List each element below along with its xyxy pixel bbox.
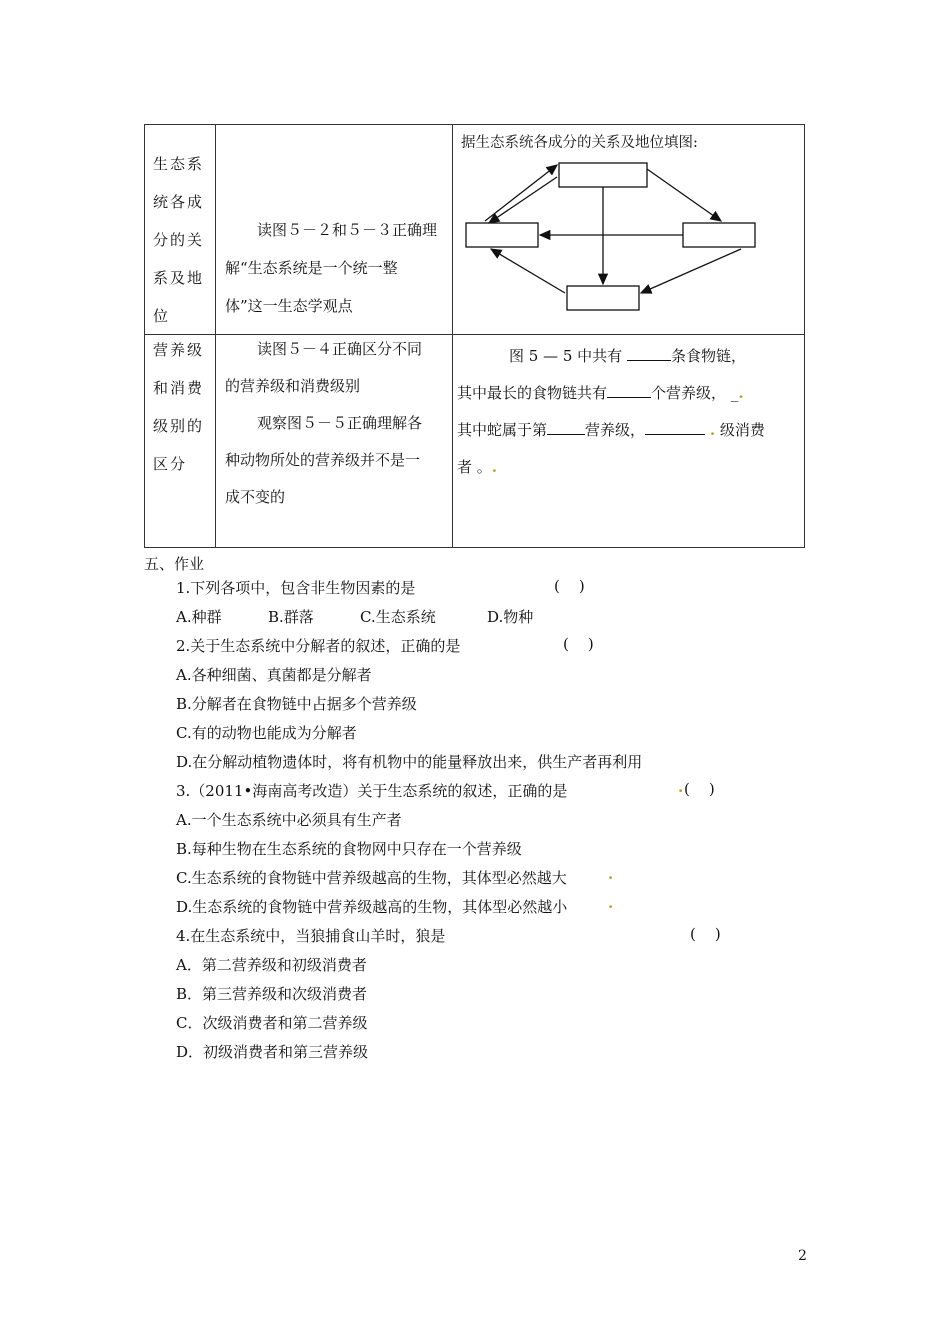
arrow-bottom-to-left (491, 249, 565, 293)
q1-option-a[interactable]: A.种群 (176, 608, 222, 626)
mark-dot: . (709, 421, 716, 439)
q2-option-b[interactable]: B.分解者在食物链中占据多个营养级 (176, 695, 417, 713)
knowledge-table (144, 124, 805, 548)
q4-stem: 4.在生态系统中，当狼捕食山羊时，狼是 (176, 927, 446, 945)
blank-snake-consumer-level[interactable] (645, 418, 705, 435)
arrow-right-to-bottom (641, 249, 741, 293)
ecosystem-relationship-diagram (453, 153, 803, 333)
q3-option-a[interactable]: A.一个生态系统中必须具有生产者 (176, 811, 402, 829)
mark-dot: . (678, 778, 684, 796)
q1-stem: 1.下列各项中，包含非生物因素的是 (176, 579, 416, 597)
blank-box-right[interactable] (683, 223, 755, 247)
q2-answer-bracket[interactable]: ( ) (563, 635, 594, 653)
q4-option-c[interactable]: C．次级消费者和第二营养级 (176, 1014, 368, 1032)
arrow-top-to-left (489, 177, 557, 223)
mark-dot: . (738, 384, 744, 402)
q1-option-c[interactable]: C.生态系统 (360, 608, 436, 626)
arrow-left-to-top (485, 165, 557, 221)
arrow-top-to-right (647, 169, 721, 221)
q1-answer-bracket[interactable]: ( ) (554, 577, 585, 595)
fill-in-question: 图 5 — 5 中共有 条食物链， 其中最长的食物链共有 个营养级， _. 其中蛇属于第 营养级， . 级消费 者 。. (457, 338, 797, 486)
homework-heading: 五、作业 (144, 555, 205, 573)
q4-answer-bracket[interactable]: ( ) (690, 925, 721, 943)
q1-option-d[interactable]: D.物种 (487, 608, 534, 626)
q4-option-b[interactable]: B．第三营养级和次级消费者 (176, 985, 368, 1003)
q3-option-d[interactable]: D.生态系统的食物链中营养级越高的生物，其体型必然越小 (176, 898, 568, 916)
q3-stem: 3.（2011•海南高考改造）关于生态系统的叙述，正确的是 (176, 782, 568, 800)
q2-stem: 2.关于生态系统中分解者的叙述，正确的是 (176, 637, 461, 655)
q2-option-c[interactable]: C.有的动物也能成为分解者 (176, 724, 357, 742)
blank-box-left[interactable] (466, 223, 538, 247)
q3-option-b[interactable]: B.每种生物在生态系统的食物网中只存在一个营养级 (176, 840, 522, 858)
q4-option-d[interactable]: D．初级消费者和第三营养级 (176, 1043, 369, 1061)
blank-box-top[interactable] (559, 163, 647, 187)
row1-guide: 读图５－２和５－３正确理 解“生态系统是一个统一整 体”这一生态学观点 (225, 221, 438, 315)
page-number: 2 (798, 1248, 807, 1264)
blank-trophic-level-count[interactable] (607, 381, 651, 398)
q2-option-a[interactable]: A.各种细菌、真菌都是分解者 (176, 666, 372, 684)
row2-guide: 读图５－４正确区分不同 的营养级和消费级别 观察图５－５正确理解各 种动物所处的营养级并不是一 成不变的 (225, 340, 423, 506)
diagram-title: 据生态系统各成分的关系及地位填图: (461, 135, 698, 151)
q3-option-c[interactable]: C.生态系统的食物链中营养级越高的生物，其体型必然越大 (176, 869, 567, 887)
row1-label: 生态系 统各成 分的关 系及地 位 (153, 155, 205, 325)
q4-option-a[interactable]: A．第二营养级和初级消费者 (176, 956, 367, 974)
blank-food-chain-count[interactable] (627, 344, 671, 361)
mark-dot: . (491, 458, 498, 476)
mark-dot: . (608, 894, 614, 912)
blank-snake-trophic-level[interactable] (547, 418, 585, 435)
q1-option-b[interactable]: B.群落 (268, 608, 314, 626)
q2-option-d[interactable]: D.在分解动植物遗体时，将有机物中的能量释放出来，供生产者再利用 (176, 753, 643, 771)
row2-label: 营养级 和消费 级别的 区分 (153, 341, 205, 473)
q3-answer-bracket[interactable]: ( ) (684, 780, 715, 798)
column-divider-1 (215, 125, 216, 547)
blank-box-bottom[interactable] (567, 286, 639, 310)
mark-dot: . (608, 865, 614, 883)
